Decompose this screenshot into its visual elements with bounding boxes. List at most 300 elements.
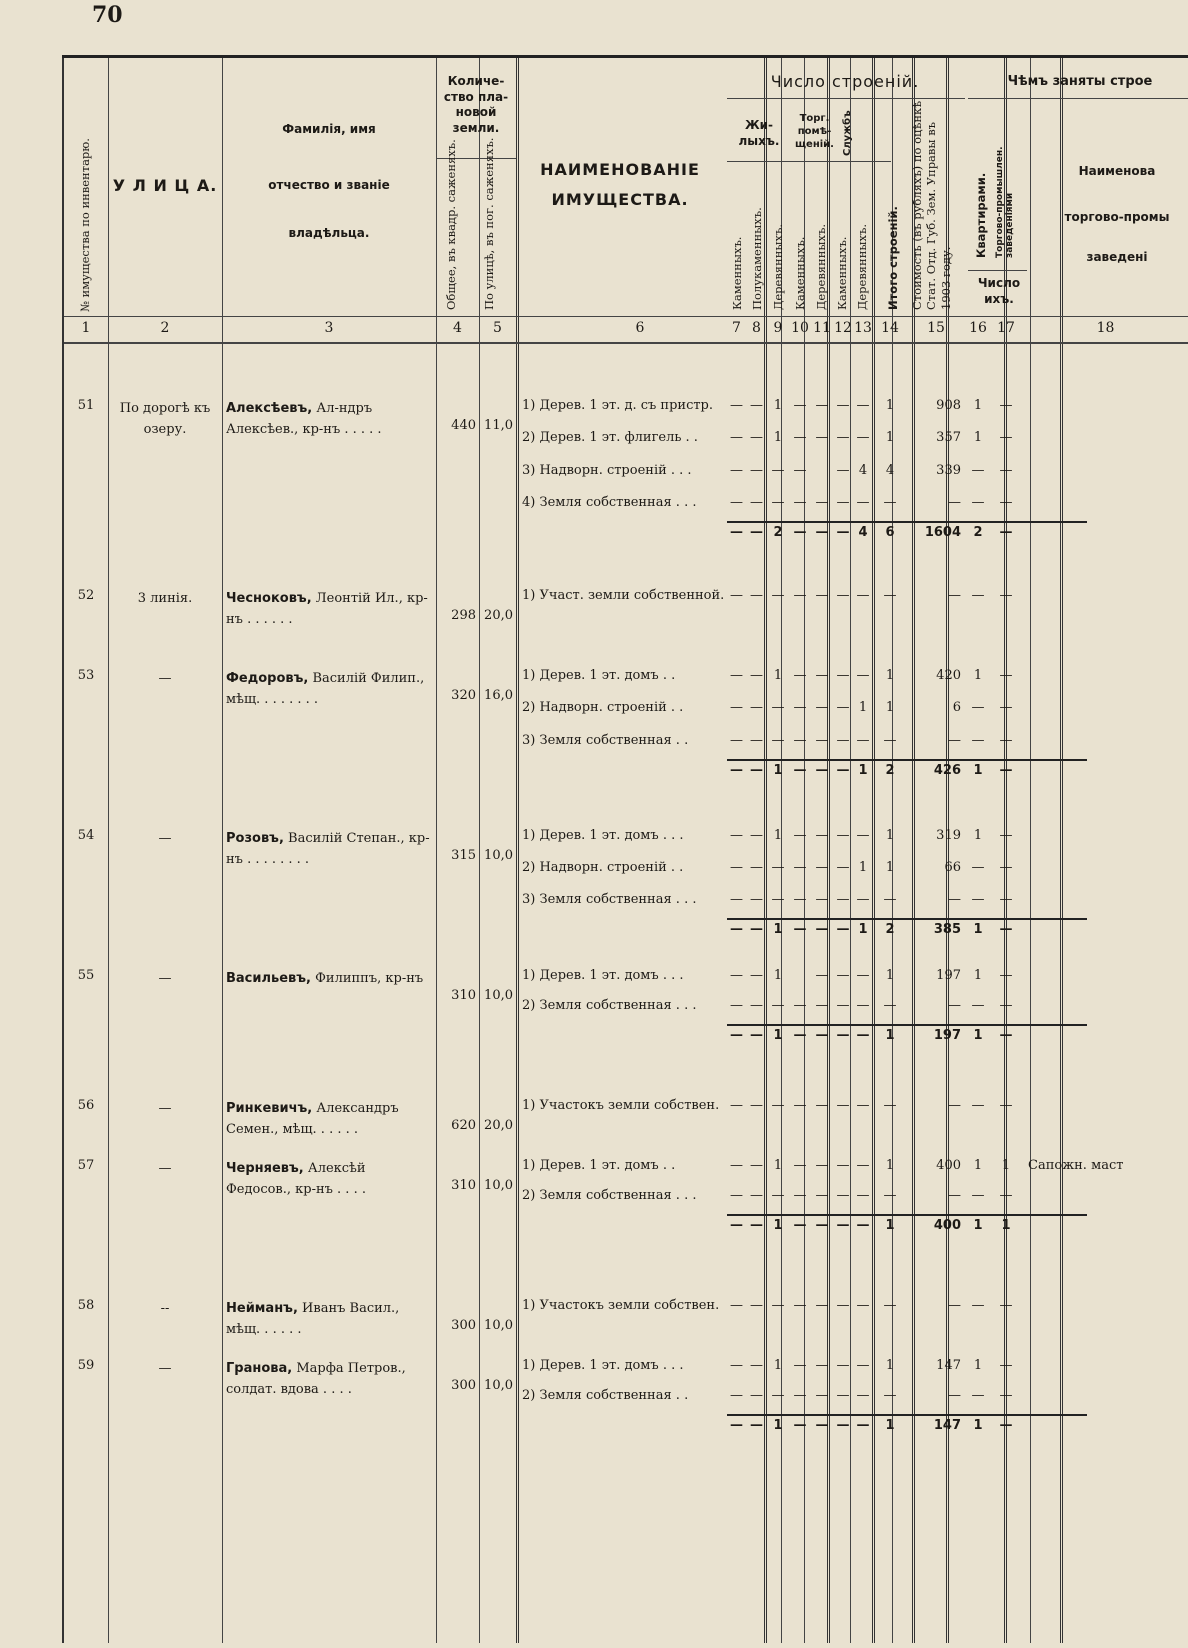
total-value: —	[793, 1218, 807, 1233]
item-value: —	[750, 668, 763, 683]
item-value: —	[948, 495, 961, 510]
owner-surname: Алексѣевъ,	[226, 401, 313, 416]
total-value: 1	[858, 922, 868, 937]
item-value: —	[815, 668, 829, 683]
column-number: 15	[927, 320, 945, 336]
item-value: —	[730, 700, 743, 715]
item-value: —	[771, 1098, 785, 1113]
item-value: —	[793, 1388, 807, 1403]
item-value: —	[815, 1388, 829, 1403]
item-value: 4	[858, 463, 868, 478]
entry-area: 310	[451, 988, 476, 1003]
total-rule	[727, 1024, 1087, 1026]
item-name: 2) Дерев. 1 эт. флигель . .	[522, 430, 698, 445]
item-value: 1	[973, 1158, 983, 1173]
item-value: —	[836, 430, 850, 445]
item-value: —	[730, 398, 743, 413]
total-value: —	[999, 922, 1013, 937]
item-value: 66	[944, 860, 961, 875]
owner-details: Иванъ Васил., мѣщ. . . . . .	[226, 1301, 400, 1337]
header-buildings-group: Число строеній.	[770, 72, 920, 91]
item-value: —	[971, 733, 985, 748]
total-value: —	[836, 525, 850, 540]
column-number: 7	[732, 320, 741, 336]
item-value: 319	[936, 828, 961, 843]
column-number: 11	[813, 320, 831, 336]
total-value: 1	[973, 1218, 983, 1233]
item-value: —	[730, 733, 743, 748]
item-value: 1	[973, 430, 983, 445]
column-number: 16	[969, 320, 987, 336]
item-value: 1	[885, 968, 895, 983]
item-value: —	[971, 588, 985, 603]
header-property-1: НАИМЕНОВАНІЕ	[540, 160, 700, 179]
item-value: —	[971, 495, 985, 510]
total-value: —	[793, 525, 807, 540]
entry-street: 3 линія.	[137, 591, 193, 606]
item-value: 339	[936, 463, 961, 478]
item-value: —	[856, 1188, 870, 1203]
item-value: —	[730, 588, 743, 603]
entry-frontage: 10,0	[484, 988, 513, 1003]
entry-frontage: 10,0	[484, 1178, 513, 1193]
total-value: —	[999, 1028, 1013, 1043]
item-value: 1	[858, 700, 868, 715]
total-value: 1	[773, 922, 783, 937]
item-value: —	[883, 1388, 897, 1403]
item-value: 6	[952, 700, 961, 715]
item-value: —	[999, 430, 1013, 445]
item-value: —	[793, 892, 807, 907]
item-value: —	[815, 828, 829, 843]
item-value: —	[836, 733, 850, 748]
total-value: —	[836, 1418, 850, 1433]
item-value: —	[793, 1158, 807, 1173]
total-value: 400	[933, 1218, 961, 1233]
header-wood-living: Деревянныхъ.	[771, 224, 785, 310]
item-value: —	[948, 892, 961, 907]
item-value: —	[856, 1098, 870, 1113]
header-area: Общее, въ квадр. саженяхъ.	[444, 139, 458, 310]
total-value: —	[730, 1418, 743, 1433]
item-value: —	[730, 892, 743, 907]
total-value: —	[730, 763, 743, 778]
entry-street: --	[160, 1301, 170, 1316]
total-value: —	[750, 1418, 763, 1433]
item-value: —	[730, 828, 743, 843]
owner-details: Филиппъ, кр-нъ	[315, 971, 424, 986]
item-value: —	[948, 588, 961, 603]
header-trade-name-1: Наименова	[1078, 164, 1156, 178]
total-value: 1	[773, 1028, 783, 1043]
item-name: 2) Надворн. строеній . .	[522, 860, 684, 875]
item-value: —	[730, 1358, 743, 1373]
entry-owner	[226, 1358, 432, 1400]
item-value: —	[836, 1188, 850, 1203]
item-value: —	[971, 998, 985, 1013]
item-value: —	[999, 892, 1013, 907]
item-value: —	[836, 1158, 850, 1173]
item-value: —	[815, 892, 829, 907]
total-value: —	[750, 922, 763, 937]
item-value: —	[750, 1158, 763, 1173]
item-value: —	[999, 1098, 1013, 1113]
header-count-label: Число ихъ.	[977, 276, 1021, 306]
column-number: 13	[854, 320, 872, 336]
item-value: —	[815, 733, 829, 748]
total-value: —	[730, 1218, 743, 1233]
item-name: 2) Земля собственная . .	[522, 1388, 689, 1403]
total-value: —	[750, 1218, 763, 1233]
total-value: —	[750, 1028, 763, 1043]
item-value: —	[793, 430, 807, 445]
item-value: —	[999, 668, 1013, 683]
item-value: —	[836, 700, 850, 715]
item-value: —	[999, 828, 1013, 843]
item-value: —	[793, 668, 807, 683]
item-name: 3) Земля собственная . . .	[522, 892, 697, 907]
item-value: —	[771, 860, 785, 875]
item-value: 1	[773, 398, 783, 413]
header-owner-3: владѣльца.	[288, 226, 370, 240]
entry-number: 54	[77, 828, 95, 843]
item-value: —	[836, 892, 850, 907]
item-value: —	[948, 998, 961, 1013]
total-value: 2	[973, 525, 983, 540]
header-street: У Л И Ц А.	[112, 176, 218, 195]
owner-surname: Федоровъ,	[226, 671, 309, 686]
header-total-buildings: Итого строеній.	[886, 206, 900, 310]
entry-owner	[226, 828, 432, 870]
item-value: —	[750, 700, 763, 715]
total-value: 385	[933, 922, 961, 937]
total-value: —	[730, 525, 743, 540]
item-value: —	[836, 668, 850, 683]
total-value: 1	[773, 763, 783, 778]
item-value: 1	[885, 828, 895, 843]
total-value: 2	[773, 525, 783, 540]
item-value: —	[750, 1388, 763, 1403]
header-stone-trade: Каменныхъ.	[793, 236, 807, 310]
item-name: 1) Участокъ земли собствен.	[522, 1298, 720, 1313]
item-value: —	[856, 733, 870, 748]
item-value: —	[793, 828, 807, 843]
item-value: —	[730, 1158, 743, 1173]
item-value: —	[883, 1298, 897, 1313]
item-name: 3) Земля собственная . .	[522, 733, 689, 748]
item-name: 1) Дерев. 1 эт. домъ . . .	[522, 968, 684, 983]
total-value: —	[856, 1418, 870, 1433]
item-value: —	[856, 430, 870, 445]
total-value: —	[815, 922, 829, 937]
total-value: —	[815, 763, 829, 778]
item-value: —	[750, 968, 763, 983]
owner-details: Василій Филип., мѣщ. . . . . . . .	[226, 671, 425, 707]
item-value: —	[793, 495, 807, 510]
column-number: 14	[881, 320, 899, 336]
total-rule	[727, 759, 1087, 761]
item-value: —	[836, 495, 850, 510]
total-value: 1	[973, 1418, 983, 1433]
entry-area: 320	[451, 688, 476, 703]
item-name: 1) Участокъ земли собствен.	[522, 1098, 720, 1113]
header-trade-group: Торг. помѣ-щеній.	[795, 113, 834, 150]
entry-area: 300	[451, 1318, 476, 1333]
item-value: Сапожн. маст	[1028, 1158, 1124, 1173]
item-name: 1) Участ. земли собственной.	[522, 588, 725, 603]
header-bottom-rule	[64, 316, 1188, 317]
entry-number: 51	[77, 398, 95, 413]
item-value: —	[883, 998, 897, 1013]
item-value: 1	[773, 968, 783, 983]
total-value: —	[836, 1028, 850, 1043]
item-value: —	[948, 1298, 961, 1313]
entry-owner	[226, 588, 432, 630]
owner-details: Алексѣй Федосов., кр-нъ . . . .	[226, 1161, 366, 1197]
item-value: —	[730, 860, 743, 875]
item-value: —	[771, 1298, 785, 1313]
item-value: —	[730, 463, 743, 478]
item-value: —	[793, 998, 807, 1013]
item-value: —	[730, 495, 743, 510]
item-value: —	[999, 398, 1013, 413]
item-value: 1	[885, 398, 895, 413]
column-number: 2	[160, 320, 170, 336]
item-name: 1) Дерев. 1 эт. домъ . .	[522, 1158, 676, 1173]
entry-street: —	[158, 971, 172, 986]
item-value: —	[856, 495, 870, 510]
item-value: —	[999, 463, 1013, 478]
item-value: —	[815, 968, 829, 983]
owner-details: Василій Степан., кр-нъ . . . . . . . .	[226, 831, 430, 867]
item-value: —	[750, 828, 763, 843]
col-divider	[1030, 58, 1031, 1643]
item-value: —	[750, 430, 763, 445]
total-value: —	[836, 763, 850, 778]
item-value: —	[971, 700, 985, 715]
header-apartments: Квартирами.	[974, 172, 988, 258]
owner-surname: Чесноковъ,	[226, 591, 312, 606]
column-number: 8	[752, 320, 761, 336]
occupied-group-rule	[968, 98, 1188, 99]
total-rule	[727, 1214, 1087, 1216]
column-number: 4	[453, 320, 462, 336]
header-property-2: ИМУЩЕСТВА.	[551, 190, 689, 209]
item-value: —	[883, 892, 897, 907]
item-value: —	[750, 1358, 763, 1373]
total-value: —	[793, 763, 807, 778]
item-value: 1	[885, 1358, 895, 1373]
total-value: —	[730, 1028, 743, 1043]
item-value: —	[793, 860, 807, 875]
total-value: 1	[973, 763, 983, 778]
entry-owner	[226, 1098, 432, 1140]
entry-number: 57	[77, 1158, 95, 1173]
total-value: 1	[1001, 1218, 1011, 1233]
column-number: 5	[493, 320, 502, 336]
item-value: —	[815, 998, 829, 1013]
item-value: 197	[936, 968, 961, 983]
item-value: —	[856, 1388, 870, 1403]
col-divider	[872, 58, 875, 1643]
column-number: 10	[791, 320, 809, 336]
entry-street: —	[158, 671, 172, 686]
entry-area: 300	[451, 1378, 476, 1393]
header-halfstone-living: Полукаменныхъ.	[750, 207, 764, 310]
item-value: —	[856, 892, 870, 907]
item-value: 1	[773, 430, 783, 445]
item-value: —	[971, 1388, 985, 1403]
header-living-group: Жи-лыхъ.	[738, 118, 780, 148]
col-divider	[222, 58, 223, 1643]
item-value: —	[999, 733, 1013, 748]
header-wood-trade: Деревянныхъ.	[814, 224, 828, 310]
item-value: —	[750, 892, 763, 907]
total-value: —	[815, 1028, 829, 1043]
item-value: —	[883, 495, 897, 510]
subgroup-rule	[727, 161, 891, 162]
item-value: —	[815, 588, 829, 603]
owner-surname: Нейманъ,	[226, 1301, 298, 1316]
entry-area: 620	[451, 1118, 476, 1133]
item-value: —	[999, 495, 1013, 510]
total-value: —	[856, 1028, 870, 1043]
total-rule	[727, 918, 1087, 920]
item-value: —	[999, 1188, 1013, 1203]
item-value: —	[815, 1188, 829, 1203]
owner-surname: Гранова,	[226, 1361, 293, 1376]
item-value: —	[771, 1388, 785, 1403]
item-value: —	[730, 1388, 743, 1403]
owner-surname: Розовъ,	[226, 831, 284, 846]
total-rule	[727, 1414, 1087, 1416]
entry-street: По дорогѣ къ озеру.	[119, 401, 211, 437]
item-value: 1	[973, 398, 983, 413]
item-value: —	[856, 1158, 870, 1173]
column-number: 3	[324, 320, 334, 336]
entry-number: 53	[77, 668, 95, 683]
item-value: —	[883, 1098, 897, 1113]
item-value: —	[883, 588, 897, 603]
item-value: —	[730, 998, 743, 1013]
item-name: 1) Дерев. 1 эт. домъ . .	[522, 668, 676, 683]
total-value: 1	[885, 1418, 895, 1433]
total-value: —	[730, 922, 743, 937]
item-value: —	[793, 463, 807, 478]
total-value: 147	[933, 1418, 961, 1433]
item-value: —	[730, 1298, 743, 1313]
item-value: —	[815, 495, 829, 510]
item-value: 1	[885, 700, 895, 715]
header-service-group: Службъ	[842, 110, 853, 156]
total-value: —	[793, 1418, 807, 1433]
item-value: 1	[773, 1158, 783, 1173]
item-value: —	[815, 398, 829, 413]
item-value: —	[815, 1098, 829, 1113]
item-value: —	[730, 968, 743, 983]
column-number: 18	[1096, 320, 1115, 336]
item-value: —	[793, 1098, 807, 1113]
item-value: —	[836, 1298, 850, 1313]
item-value: —	[750, 860, 763, 875]
item-value: —	[948, 1098, 961, 1113]
item-value: —	[771, 892, 785, 907]
item-value: 400	[936, 1158, 961, 1173]
total-value: 1	[973, 922, 983, 937]
item-value: —	[836, 398, 850, 413]
col-divider	[850, 58, 851, 1643]
owner-details: Ал-ндръ Алексѣев., кр-нъ . . . . .	[226, 401, 382, 437]
total-value: 4	[858, 525, 868, 540]
item-value: —	[856, 1298, 870, 1313]
total-value: —	[793, 922, 807, 937]
total-value: —	[750, 763, 763, 778]
item-value: —	[836, 828, 850, 843]
item-name: 2) Земля собственная . . .	[522, 998, 697, 1013]
item-value: 1	[858, 860, 868, 875]
total-value: —	[750, 525, 763, 540]
item-value: 147	[936, 1358, 961, 1373]
item-value: —	[771, 495, 785, 510]
total-value: —	[815, 1418, 829, 1433]
owner-surname: Ринкевичъ,	[226, 1101, 313, 1116]
owner-details: Леонтій Ил., кр-нъ . . . . . .	[226, 591, 428, 627]
item-value: —	[793, 1358, 807, 1373]
entry-area: 440	[451, 418, 476, 433]
item-value: —	[815, 860, 829, 875]
entry-area: 310	[451, 1178, 476, 1193]
item-value: —	[750, 733, 763, 748]
item-value: —	[750, 398, 763, 413]
total-value: 426	[933, 763, 961, 778]
total-value: —	[815, 1218, 829, 1233]
entry-owner	[226, 1158, 432, 1200]
item-value: —	[836, 968, 850, 983]
item-name: 1) Дерев. 1 эт. домъ . . .	[522, 1358, 684, 1373]
header-owner-2: отчество и званіе	[268, 178, 390, 192]
item-value: —	[730, 1098, 743, 1113]
item-value: —	[971, 463, 985, 478]
owner-details: Александръ Семен., мѣщ. . . . . .	[226, 1101, 399, 1137]
total-value: 1	[973, 1028, 983, 1043]
item-value: —	[999, 1298, 1013, 1313]
item-name: 1) Дерев. 1 эт. домъ . . .	[522, 828, 684, 843]
item-value: —	[836, 998, 850, 1013]
colnum-bottom-rule	[64, 342, 1188, 344]
column-number: 1	[81, 320, 91, 336]
header-trade-establishments: Торгово-промышлен. заведеніями	[995, 146, 1015, 258]
total-value: —	[815, 525, 829, 540]
item-value: —	[730, 430, 743, 445]
entry-street: —	[158, 1361, 172, 1376]
entry-owner	[226, 968, 432, 989]
owner-surname: Черняевъ,	[226, 1161, 304, 1176]
entry-owner	[226, 398, 432, 440]
item-value: 1	[973, 668, 983, 683]
item-name: 3) Надворн. строеній . . .	[522, 463, 692, 478]
item-value: —	[771, 588, 785, 603]
total-value: 1	[773, 1218, 783, 1233]
item-value: —	[856, 828, 870, 843]
item-value: —	[793, 398, 807, 413]
item-value: —	[730, 668, 743, 683]
total-value: —	[836, 1218, 850, 1233]
total-value: 1604	[924, 525, 961, 540]
header-stone-living: Каменныхъ.	[730, 236, 744, 310]
item-value: —	[999, 700, 1013, 715]
total-value: 197	[933, 1028, 961, 1043]
item-value: —	[815, 1298, 829, 1313]
